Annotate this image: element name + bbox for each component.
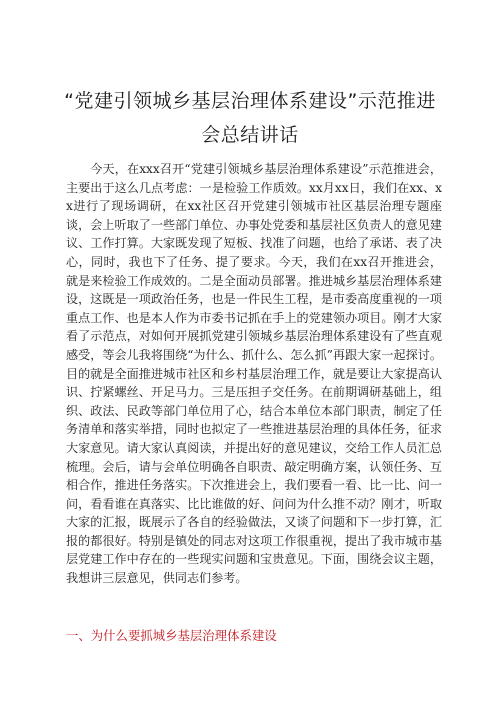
section-heading: 一、为什么要抓城乡基层治理体系建设	[66, 628, 277, 643]
body-paragraph: 今天，在xxx召开“党建引领城乡基层治理体系建设”示范推进会，主要出于这么几点考虑：一是检验工作质效。xx月xx日，我们在xx、xx进行了现场调研，在xx社区召开党建引领城市社区基层治理专题座谈，会上听取了一些部门单位、办事处党委和基层社区负责人的意见建议、工作打算。大家既发现了短板、找准了问题，也给了承诺、表了决心，同时，我也下了任务、提了要求。今天，我们在xx召开推进会，就是来检验工作成效的。二是全面动员部署。推进城乡基层治理体系建设，这既是一项政治任务，也是一件民生工程，是市委高度重视的一项重点工作、也是本人作为市委书记抓在手上的党建领办项目。刚才大家看了示范点，对如何开展抓党建引领城乡基层治理体系建设有了些直观感受，等会儿我将围绕“为什么、抓什么、怎么抓”再跟大家一起探讨。目的就是全面推进城市社区和乡村基层治理工作，就是要让大家提高认识、拧紧螺丝、开足马力。三是压担子交任务。在前期调研基础上，组织、政法、民政等部门单位用了心，结合本单位本部门职责，制定了任务清单和落实举措，同时也拟定了一些推进基层治理的具体任务，征求大家意见。请大家认真阅读，并提出好的意见建议，交给工作人员汇总梳理。会后，请与会单位明确各自职责、敲定明确方案，认领任务、互相合作，推进任务落实。下次推进会上，我们要看一看、比一比、问一问，看看谁在真落实、比比谁做的好、问问为什么推不动？刚才，听取大家的汇报，既展示了各自的经验做法，又谈了问题和下一步打算，汇报的都很好。特别是镇处的同志对这项工作很重视，提出了我市城市基层党建工作中存在的一些现实问题和宝贵意见。下面，围绕会议主题，我想讲三层意见，供同志们参考。	[66, 162, 442, 586]
document-title-line-2: 会总结讲话	[201, 124, 299, 146]
document-title-line-1: “党建引领城乡基层治理体系建设”示范推进	[64, 90, 436, 112]
